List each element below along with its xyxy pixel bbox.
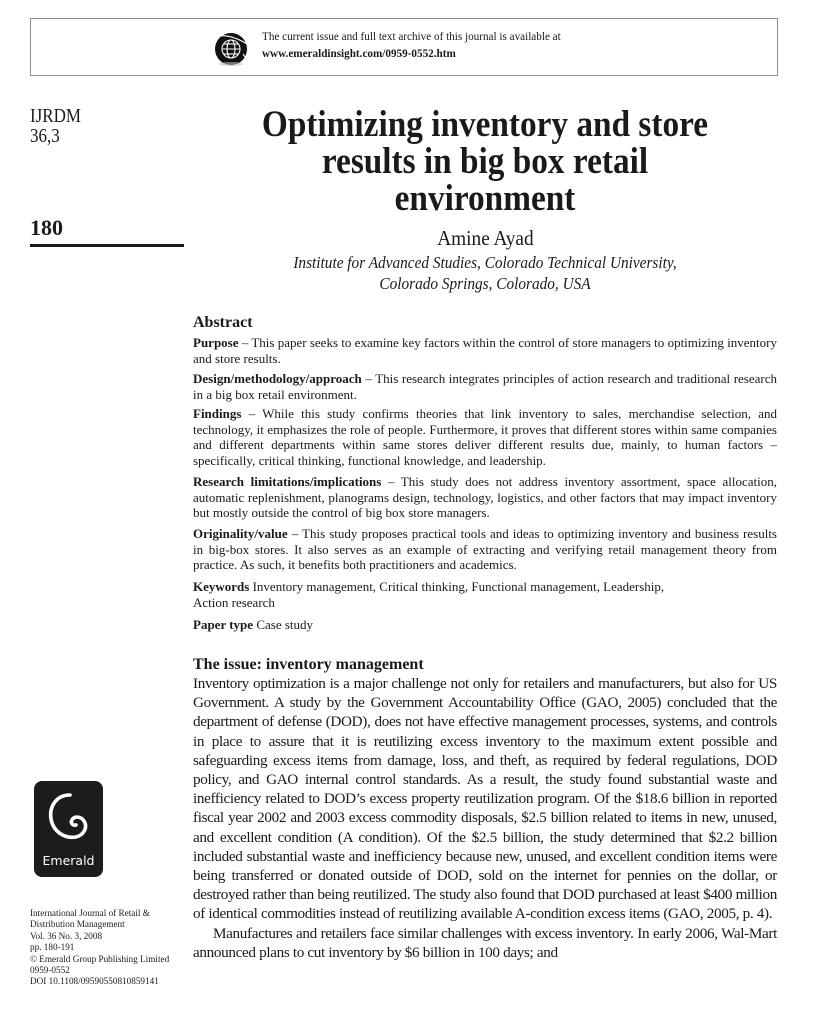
- author-affiliation: [190, 252, 780, 294]
- archive-notice-text: The current issue and full text archive of this journal is available at: [262, 29, 561, 43]
- abstract-keywords: [193, 579, 777, 610]
- journal-volume-issue: 36,3: [30, 125, 60, 147]
- citation-line: © Emerald Group Publishing Limited: [30, 953, 170, 964]
- abstract-label: Research limitations/implications: [193, 474, 382, 489]
- abstract-label: Originality/value: [193, 526, 288, 541]
- title-line: results in big box retail: [321, 141, 649, 182]
- keywords-text-cont: Action research: [193, 594, 275, 610]
- title-line: Optimizing inventory and store: [261, 104, 709, 145]
- citation-doi: DOI 10.1108/09590550810859141: [30, 976, 159, 987]
- page-number: 180: [30, 215, 63, 240]
- abstract-label: Design/methodology/approach: [193, 371, 362, 386]
- journal-abbreviation: IJRDM: [30, 105, 82, 127]
- abstract-text: – This study does not address inventory assortment, space allocation, automatic replenishment, planograms design, technology, logistics, and other factors that may impact inventory but mostly outside the control of big box store managers.: [193, 474, 777, 520]
- citation-line: Distribution Management: [30, 919, 125, 930]
- emerald-logo: [34, 781, 103, 877]
- author-name-text: Amine Ayad: [436, 226, 534, 250]
- keywords-label: Keywords: [193, 579, 250, 594]
- citation-line: pp. 180-191: [30, 942, 75, 953]
- abstract-purpose: [193, 335, 777, 366]
- section-heading: The issue: inventory management: [193, 656, 424, 673]
- body-text: [193, 674, 777, 962]
- journal-url-link[interactable]: www.emeraldinsight.com/0959-0552.htm: [262, 46, 456, 60]
- globe-icon: [213, 30, 249, 66]
- abstract-design: [193, 371, 777, 402]
- abstract-text: – This paper seeks to examine key factors within the control of store managers to optimizing inventory and store results.: [193, 335, 777, 366]
- abstract-originality: [193, 526, 777, 573]
- journal-citation: [30, 908, 195, 988]
- body-paragraph: Inventory optimization is a major challenge not only for retailers and manufacturers, but also for US Government. A study by the Government Accountability Office (GAO, 2005) concluded that the department of defense (DOD), does not have effective management processes, systems, and controls in place to assure that it is reutilizing excess inventory to the maximum extent possible and safeguarding excess items from damage, loss, and theft, as required by federal regulations, DOD policy, and GAO internal control standards. As a result, the study found substantial waste and inefficiency related to DOD’s excess property reutilization program. Of the $18.6 billion in reported fiscal year 2002 and 2003 excess commodity disposals, $2.5 billion related to items in new, unused, and excellent condition (A condition). Of the $2.5 billion, the study determined that $2.2 billion included substantial waste and inefficiency because new, unused, and excellent condition items were being transferred or donated outside of DOD, sold on the internet for pennies on the dollar, or destroyed rather than being reutilized. The study also found that DOD purchased at least $400 million of identical commodities instead of reutilizing available A-condition excess items (GAO, 2005, p. 4).: [193, 675, 777, 923]
- article-title: [190, 106, 780, 217]
- abstract-findings: [193, 406, 777, 468]
- paper-type-value: Case study: [253, 617, 314, 632]
- citation-line: 0959-0552: [30, 965, 70, 976]
- affiliation-line: Colorado Springs, Colorado, USA: [379, 274, 591, 293]
- abstract-text: – While this study confirms theories that link inventory to sales, merchandise selection, and technology, it emphasizes the role of people. Furthermore, it proves that different stores within same companies and different departments within same stores deliver different results due, mainly, to human factors – specifically, critical thinking, functional knowledge, and leadership.: [193, 406, 777, 468]
- abstract-label: Findings: [193, 406, 242, 421]
- body-paragraph: Manufactures and retailers face similar challenges with excess inventory. In early 2006, Wal-Mart announced plans to cut inventory by $6 billion in 100 days; and: [193, 924, 777, 961]
- emerald-spiral-icon: [44, 789, 94, 847]
- citation-line: Vol. 36 No. 3, 2008: [30, 930, 103, 941]
- abstract-paper-type: [193, 617, 777, 633]
- author-name: [190, 227, 780, 249]
- citation-line: International Journal of Retail &: [30, 908, 150, 918]
- emerald-logo-text: Emerald: [42, 853, 95, 868]
- abstract-limitations: [193, 474, 777, 521]
- abstract-heading: Abstract: [193, 314, 253, 331]
- keywords-text: Inventory management, Critical thinking, Functional management, Leadership,: [249, 579, 665, 594]
- paper-type-label: Paper type: [193, 617, 254, 632]
- abstract-text: – This study proposes practical tools and ideas to optimizing inventory and business results in big-box stores. It also serves as an example of extracting and verifying retail management theory from practice. As such, it benefits both practitioners and academics.: [193, 526, 777, 572]
- title-line: environment: [394, 178, 576, 219]
- page-number-rule: [30, 244, 184, 247]
- abstract-label: Purpose: [193, 335, 239, 350]
- abstract-text: – This research integrates principles of action research and traditional research in a big box retail environment.: [193, 371, 777, 402]
- affiliation-line: Institute for Advanced Studies, Colorado Technical University,: [293, 253, 677, 272]
